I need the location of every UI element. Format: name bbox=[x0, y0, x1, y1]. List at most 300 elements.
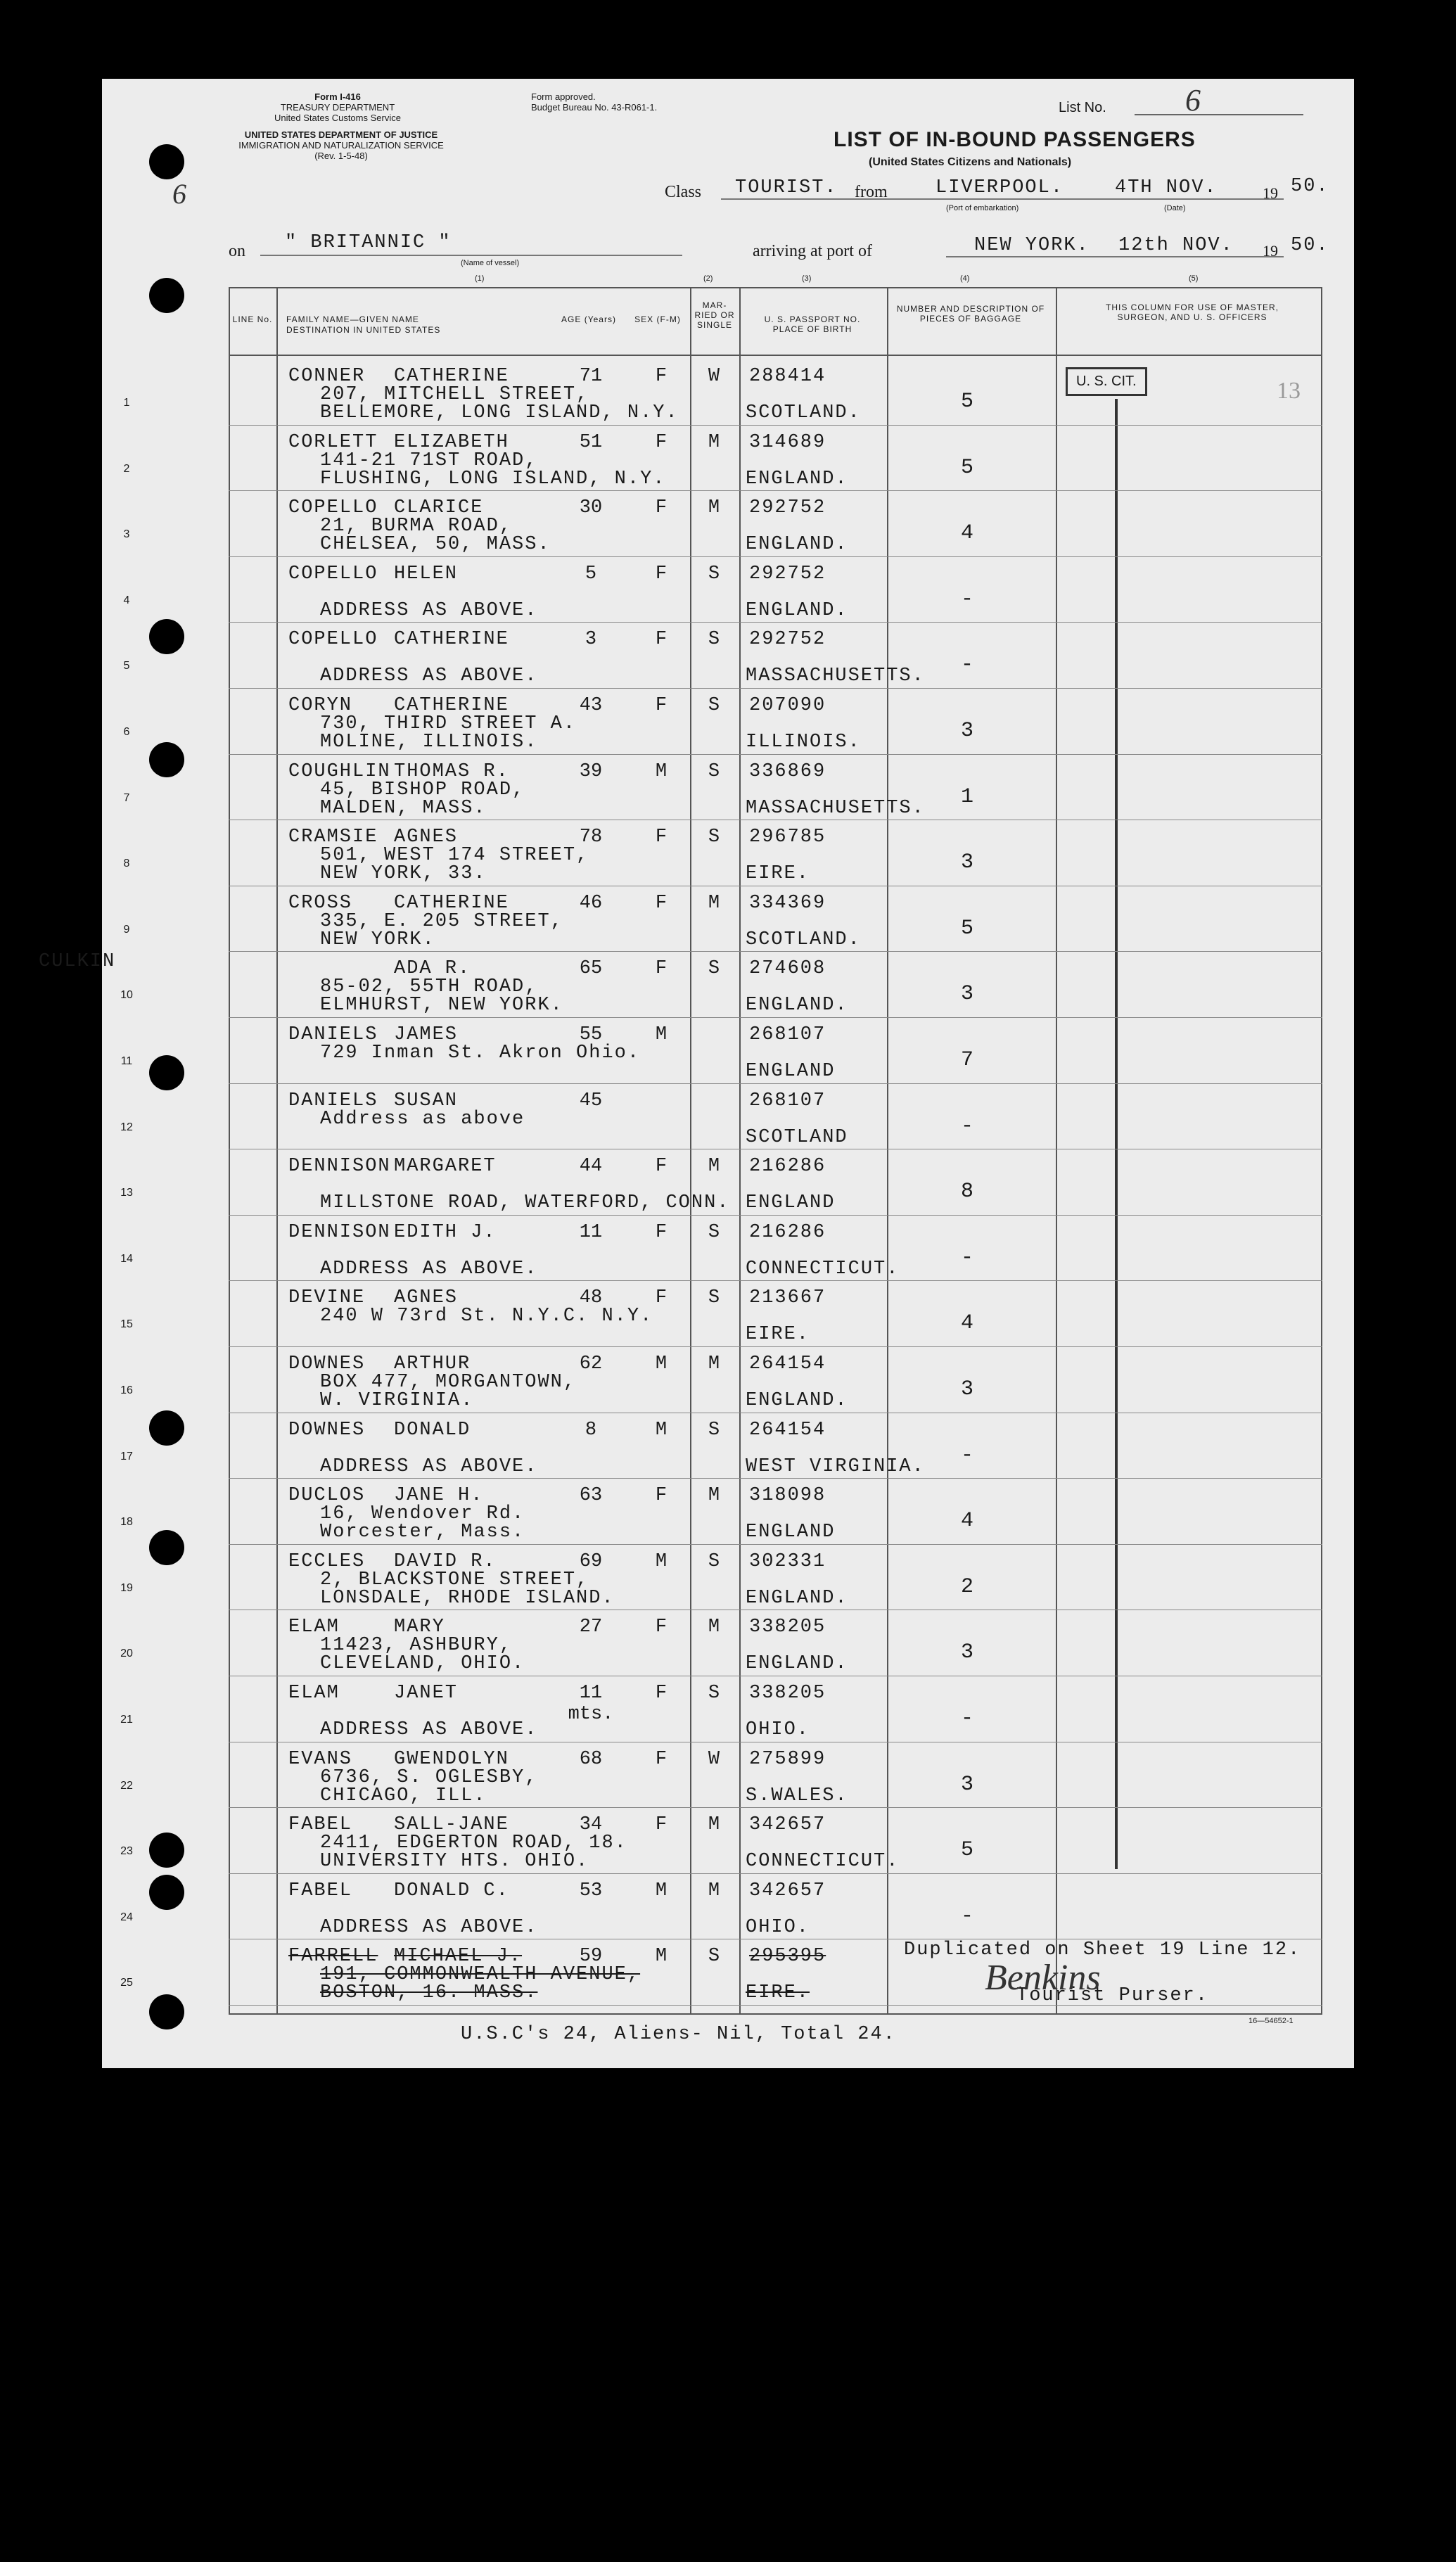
line-number: 6 bbox=[123, 726, 130, 738]
passport-number: 338205 bbox=[749, 1617, 826, 1638]
passport-number: 292752 bbox=[749, 563, 826, 585]
table-row bbox=[102, 691, 1354, 757]
passenger-age: 39 bbox=[579, 760, 603, 782]
address-line-2: Worcester, Mass. bbox=[320, 1522, 525, 1543]
table-row bbox=[102, 757, 1354, 823]
place-of-birth: SCOTLAND bbox=[746, 1126, 848, 1148]
table-row bbox=[102, 1086, 1354, 1152]
passenger-age: 55 bbox=[579, 1024, 603, 1045]
passenger-marital-status: M bbox=[708, 431, 720, 453]
table-row bbox=[102, 1612, 1354, 1678]
baggage-count: - bbox=[960, 653, 973, 677]
address-line-2: FLUSHING, LONG ISLAND, N.Y. bbox=[320, 468, 666, 490]
passenger-age: 48 bbox=[579, 1287, 603, 1309]
line-number: 4 bbox=[123, 594, 130, 606]
passenger-age: 11 bbox=[579, 1221, 603, 1243]
passenger-age: 30 bbox=[579, 497, 603, 519]
punch-hole bbox=[149, 1410, 184, 1446]
passenger-marital-status: M bbox=[708, 1485, 720, 1507]
passenger-sex: M bbox=[655, 1550, 668, 1572]
baggage-count: - bbox=[960, 1904, 973, 1928]
revision-label: (Rev. 1-5-48) bbox=[314, 151, 368, 161]
passenger-marital-status: S bbox=[708, 563, 720, 585]
margin-number: 6 bbox=[172, 178, 186, 210]
table-row bbox=[102, 1547, 1354, 1613]
baggage-count: 1 bbox=[960, 784, 973, 809]
address-line-1: BOX 477, MORGANTOWN, bbox=[320, 1372, 577, 1393]
passenger-marital-status: S bbox=[708, 1683, 720, 1704]
place-of-birth: ENGLAND. bbox=[746, 1587, 848, 1609]
header-sex: SEX (F-M) bbox=[634, 314, 681, 324]
baggage-count: 5 bbox=[960, 1838, 973, 1863]
address-line-1: 730, THIRD STREET A. bbox=[320, 713, 577, 734]
passport-number: 292752 bbox=[749, 629, 826, 651]
place-of-birth: EIRE. bbox=[746, 863, 810, 885]
passenger-given-name: EDITH J. bbox=[394, 1221, 497, 1243]
address-line-2: BOSTON, 16. MASS. bbox=[320, 1982, 538, 2004]
address-line-2: ADDRESS AS ABOVE. bbox=[320, 1455, 538, 1477]
address-line-2: ADDRESS AS ABOVE. bbox=[320, 1916, 538, 1938]
header-destination: DESTINATION IN UNITED STATES bbox=[286, 325, 441, 335]
baggage-count: - bbox=[960, 1707, 973, 1731]
passenger-family-name: CORYN bbox=[288, 695, 353, 716]
from-value: LIVERPOOL. bbox=[935, 177, 1064, 198]
passenger-family-name: ELAM bbox=[288, 1617, 340, 1638]
passenger-marital-status: W bbox=[708, 1748, 720, 1770]
form-code: 16—54652-1 bbox=[1249, 2017, 1294, 2025]
place-of-birth: WEST VIRGINIA. bbox=[746, 1455, 925, 1477]
punch-hole bbox=[149, 1530, 184, 1565]
passenger-family-name: DENNISON bbox=[288, 1221, 391, 1243]
address-line-1: 16, Wendover Rd. bbox=[320, 1503, 525, 1525]
passenger-family-name: COUGHLIN bbox=[288, 760, 391, 782]
passenger-age: 78 bbox=[579, 827, 603, 848]
punch-hole bbox=[149, 742, 184, 777]
row-divider bbox=[229, 622, 1322, 623]
passport-number: 342657 bbox=[749, 1814, 826, 1836]
address-line-2: ADDRESS AS ABOVE. bbox=[320, 599, 538, 621]
passenger-given-name: THOMAS R. bbox=[394, 760, 509, 782]
address-line-2: MOLINE, ILLINOIS. bbox=[320, 732, 538, 753]
address-line-1: 729 Inman St. Akron Ohio. bbox=[320, 1043, 641, 1064]
passenger-given-name: DONALD C. bbox=[394, 1880, 509, 1901]
departure-year: 50. bbox=[1291, 176, 1329, 197]
treasury-label: TREASURY DEPARTMENT bbox=[280, 102, 395, 113]
address-line-2: CHELSEA, 50, MASS. bbox=[320, 534, 551, 556]
passenger-given-name: JANET bbox=[394, 1683, 459, 1704]
purser-title: Tourist Purser. bbox=[1016, 1985, 1209, 2006]
passport-number: 216286 bbox=[749, 1221, 826, 1243]
passenger-sex: F bbox=[655, 629, 668, 651]
passenger-sex: M bbox=[655, 1946, 668, 1968]
place-of-birth: CONNECTICUT. bbox=[746, 1851, 900, 1873]
port-embark-label: (Port of embarkation) bbox=[946, 204, 1019, 212]
baggage-count: - bbox=[960, 1443, 973, 1467]
address-line-2: MALDEN, MASS. bbox=[320, 797, 487, 819]
address-line-2: BELLEMORE, LONG ISLAND, N.Y. bbox=[320, 402, 679, 423]
ins-label: IMMIGRATION AND NATURALIZATION SERVICE bbox=[238, 140, 444, 151]
line-number: 22 bbox=[120, 1779, 133, 1792]
passenger-given-name: SUSAN bbox=[394, 1090, 459, 1111]
baggage-count: 8 bbox=[960, 1180, 973, 1204]
baggage-count: - bbox=[960, 1245, 973, 1270]
page-subtitle: (United States Citizens and Nationals) bbox=[869, 156, 1072, 168]
passenger-sex: M bbox=[655, 1880, 668, 1901]
passenger-age: 27 bbox=[579, 1617, 603, 1638]
place-of-birth: CONNECTICUT. bbox=[746, 1258, 900, 1280]
form-approved-label: Form approved. bbox=[531, 91, 596, 102]
passenger-sex: M bbox=[655, 1353, 668, 1375]
passenger-sex: F bbox=[655, 892, 668, 914]
passport-number: 264154 bbox=[749, 1419, 826, 1441]
address-line-2: CLEVELAND, OHIO. bbox=[320, 1653, 525, 1675]
address-line-1: 335, E. 205 STREET, bbox=[320, 910, 563, 932]
passport-number: 213667 bbox=[749, 1287, 826, 1309]
passport-number: 207090 bbox=[749, 695, 826, 716]
passenger-family-name: DANIELS bbox=[288, 1024, 378, 1045]
col-number-5: (5) bbox=[1189, 274, 1199, 283]
passenger-sex: F bbox=[655, 431, 668, 453]
header-married: MAR-RIED OR SINGLE bbox=[694, 300, 735, 330]
table-row bbox=[102, 428, 1354, 494]
passenger-family-name: COPELLO bbox=[288, 563, 378, 585]
passenger-given-name: AGNES bbox=[394, 1287, 459, 1309]
arrival-port: NEW YORK. bbox=[974, 235, 1090, 256]
arriving-label: arriving at port of bbox=[753, 242, 872, 260]
header-line-no: LINE No. bbox=[232, 314, 273, 324]
line-number: 15 bbox=[120, 1318, 133, 1331]
totals: U.S.C's 24, Aliens- Nil, Total 24. bbox=[461, 2024, 896, 2045]
address-line-1: 191, COMMONWEALTH AVENUE, bbox=[320, 1964, 641, 1986]
line-number: 14 bbox=[120, 1252, 133, 1265]
passenger-marital-status: M bbox=[708, 497, 720, 519]
passenger-sex: F bbox=[655, 1617, 668, 1638]
punch-hole bbox=[149, 1055, 184, 1090]
passenger-age: 43 bbox=[579, 695, 603, 716]
passenger-family-name: COPELLO bbox=[288, 629, 378, 651]
passenger-age: 63 bbox=[579, 1485, 603, 1507]
table-row bbox=[102, 888, 1354, 955]
address-line-2: W. VIRGINIA. bbox=[320, 1390, 474, 1411]
passenger-sex: F bbox=[655, 1683, 668, 1704]
row-divider bbox=[229, 1873, 1322, 1874]
passport-number: 314689 bbox=[749, 431, 826, 453]
passport-number: 275899 bbox=[749, 1748, 826, 1770]
arrival-year: 50. bbox=[1291, 235, 1329, 256]
us-citizen-stamp: U. S. CIT. bbox=[1066, 367, 1147, 396]
line-number: 3 bbox=[123, 528, 130, 541]
place-of-birth: ENGLAND. bbox=[746, 1653, 848, 1675]
passenger-given-name: CATHERINE bbox=[394, 629, 509, 651]
line-number: 17 bbox=[120, 1450, 133, 1462]
address-line-2: ELMHURST, NEW YORK. bbox=[320, 995, 563, 1016]
address-line-2: MILLSTONE ROAD, WATERFORD, CONN. bbox=[320, 1192, 730, 1214]
address-line-1: 85-02, 55TH ROAD, bbox=[320, 976, 538, 998]
passenger-family-name: ECCLES bbox=[288, 1550, 366, 1572]
row-divider bbox=[229, 1346, 1322, 1347]
address-line-1: Address as above bbox=[320, 1108, 525, 1130]
passport-number: 288414 bbox=[749, 366, 826, 387]
passenger-family-name: DENNISON bbox=[288, 1156, 391, 1178]
passport-number: 296785 bbox=[749, 827, 826, 848]
line-number: 2 bbox=[123, 462, 130, 475]
place-of-birth: MASSACHUSETTS. bbox=[746, 665, 925, 687]
punch-hole bbox=[149, 1875, 184, 1910]
baggage-count: - bbox=[960, 1114, 973, 1138]
passenger-age: 3 bbox=[585, 629, 597, 651]
passenger-family-name: FABEL bbox=[288, 1814, 353, 1836]
table-row bbox=[102, 493, 1354, 559]
address-line-1: 2, BLACKSTONE STREET, bbox=[320, 1569, 589, 1591]
passenger-given-name: SALL-JANE bbox=[394, 1814, 509, 1836]
table-row bbox=[102, 1810, 1354, 1876]
table-row bbox=[102, 362, 1354, 428]
punch-hole bbox=[149, 144, 184, 179]
duplicate-note: Duplicated on Sheet 19 Line 12. bbox=[904, 1939, 1301, 1961]
table-row bbox=[102, 1218, 1354, 1284]
departure-year-prefix: 19 bbox=[1263, 184, 1278, 202]
budget-bureau-label: Budget Bureau No. 43-R061-1. bbox=[531, 102, 658, 113]
passport-number: 216286 bbox=[749, 1156, 826, 1178]
address-line-1: 207, MITCHELL STREET, bbox=[320, 384, 589, 405]
passenger-family-name: COPELLO bbox=[288, 497, 378, 519]
col-number-4: (4) bbox=[960, 274, 970, 283]
passenger-sex: F bbox=[655, 1485, 668, 1507]
header-baggage: NUMBER AND DESCRIPTION OF PIECES OF BAGGAGE bbox=[896, 304, 1045, 324]
from-label: from bbox=[855, 183, 888, 201]
passenger-family-name: DOWNES bbox=[288, 1353, 366, 1375]
place-of-birth: EIRE. bbox=[746, 1982, 810, 2004]
header-family-name: FAMILY NAME—GIVEN NAME bbox=[286, 314, 419, 324]
passport-number: 295395 bbox=[749, 1946, 826, 1968]
form-number: Form I-416 bbox=[314, 91, 361, 102]
passenger-sex: F bbox=[655, 1221, 668, 1243]
address-line-1: 2411, EDGERTON ROAD, 18. bbox=[320, 1833, 627, 1854]
row-divider bbox=[229, 688, 1322, 689]
passenger-given-name: CATHERINE bbox=[394, 892, 509, 914]
punch-hole bbox=[149, 278, 184, 313]
vessel-name: " BRITANNIC " bbox=[285, 232, 452, 253]
row-divider bbox=[229, 1478, 1322, 1479]
passenger-marital-status: M bbox=[708, 1617, 720, 1638]
line-number: 10 bbox=[120, 989, 133, 1002]
passenger-given-name: MARY bbox=[394, 1617, 445, 1638]
passenger-marital-status: M bbox=[708, 1814, 720, 1836]
passenger-marital-status: S bbox=[708, 1287, 720, 1309]
baggage-count: 3 bbox=[960, 1377, 973, 1401]
baggage-count: 3 bbox=[960, 850, 973, 875]
table-row bbox=[102, 1745, 1354, 1811]
passenger-age: 44 bbox=[579, 1156, 603, 1178]
passenger-marital-status: M bbox=[708, 1156, 720, 1178]
row-divider bbox=[229, 425, 1322, 426]
passport-number: 342657 bbox=[749, 1880, 826, 1901]
line-number: 5 bbox=[123, 660, 130, 673]
list-no: 6 bbox=[1185, 83, 1201, 117]
passenger-marital-status: S bbox=[708, 1419, 720, 1441]
address-line-2: ADDRESS AS ABOVE. bbox=[320, 1258, 538, 1280]
passenger-given-name: AGNES bbox=[394, 827, 459, 848]
stamp-count: 13 bbox=[1277, 378, 1301, 404]
place-of-birth: ENGLAND. bbox=[746, 468, 848, 490]
passenger-sex: F bbox=[655, 563, 668, 585]
baggage-count: 3 bbox=[960, 1640, 973, 1665]
address-line-2: ADDRESS AS ABOVE. bbox=[320, 1719, 538, 1740]
passenger-age: 69 bbox=[579, 1550, 603, 1572]
line-number: 18 bbox=[120, 1516, 133, 1529]
address-line-1: 141-21 71ST ROAD, bbox=[320, 450, 538, 471]
place-of-birth: S.WALES. bbox=[746, 1785, 848, 1806]
row-divider bbox=[229, 1807, 1322, 1808]
passenger-marital-status: S bbox=[708, 629, 720, 651]
department-label: UNITED STATES DEPARTMENT OF JUSTICE bbox=[244, 129, 438, 140]
line-number: 13 bbox=[120, 1187, 133, 1199]
passenger-sex: F bbox=[655, 1287, 668, 1309]
baggage-count: 5 bbox=[960, 916, 973, 941]
passenger-sex: M bbox=[655, 760, 668, 782]
passenger-sex: F bbox=[655, 1156, 668, 1178]
arrival-year-prefix: 19 bbox=[1263, 242, 1278, 260]
passenger-marital-status: M bbox=[708, 892, 720, 914]
passenger-given-name: CATHERINE bbox=[394, 366, 509, 387]
passenger-marital-status: S bbox=[708, 958, 720, 980]
table-row bbox=[102, 1283, 1354, 1349]
passenger-age: 68 bbox=[579, 1748, 603, 1770]
table-row bbox=[102, 1481, 1354, 1547]
line-number: 8 bbox=[123, 858, 130, 870]
passport-number: 338205 bbox=[749, 1683, 826, 1704]
punch-hole bbox=[149, 1994, 184, 2029]
address-line-2: CHICAGO, ILL. bbox=[320, 1785, 487, 1806]
line-number: 11 bbox=[120, 1055, 133, 1067]
table-row bbox=[102, 1020, 1354, 1086]
passenger-age: 5 bbox=[585, 563, 597, 585]
header-age: AGE (Years) bbox=[561, 314, 616, 324]
baggage-count: 3 bbox=[960, 982, 973, 1007]
row-divider bbox=[229, 951, 1322, 952]
address-line-2: NEW YORK. bbox=[320, 929, 435, 950]
header-officers: THIS COLUMN FOR USE OF MASTER, SURGEON, AND U. S. OFFICERS bbox=[1105, 302, 1279, 322]
passenger-given-name: DONALD bbox=[394, 1419, 471, 1441]
row-divider bbox=[229, 1215, 1322, 1216]
table-row bbox=[102, 1678, 1354, 1745]
table-row bbox=[102, 1152, 1354, 1218]
manifest-sheet bbox=[39, 79, 1354, 2068]
line-number: 19 bbox=[120, 1581, 133, 1594]
passenger-family-name: DANIELS bbox=[288, 1090, 378, 1111]
row-divider bbox=[229, 490, 1322, 491]
col-number-3: (3) bbox=[802, 274, 812, 283]
passenger-age: 71 bbox=[579, 366, 603, 387]
address-line-1: 45, BISHOP ROAD, bbox=[320, 779, 525, 801]
line-number: 1 bbox=[123, 397, 130, 409]
passenger-age: 62 bbox=[579, 1353, 603, 1375]
place-of-birth: ENGLAND bbox=[746, 1061, 836, 1082]
address-line-1: 6736, S. OGLESBY, bbox=[320, 1766, 538, 1788]
place-of-birth: SCOTLAND. bbox=[746, 929, 861, 950]
place-of-birth: ENGLAND. bbox=[746, 1390, 848, 1411]
list-no-label: List No. bbox=[1059, 100, 1106, 115]
passenger-marital-status: M bbox=[708, 1880, 720, 1901]
passport-number: 268107 bbox=[749, 1024, 826, 1045]
passenger-family-name: DEVINE bbox=[288, 1287, 366, 1309]
line-number: 7 bbox=[123, 791, 130, 804]
baggage-count: 4 bbox=[960, 1509, 973, 1534]
passenger-marital-status: S bbox=[708, 1550, 720, 1572]
side-note: CULKIN bbox=[39, 951, 116, 972]
date-label: (Date) bbox=[1164, 204, 1186, 212]
passenger-age: 53 bbox=[579, 1880, 603, 1901]
passport-number: 274608 bbox=[749, 958, 826, 980]
row-divider bbox=[229, 556, 1322, 557]
passenger-sex: F bbox=[655, 827, 668, 848]
passenger-marital-status: S bbox=[708, 827, 720, 848]
place-of-birth: ENGLAND bbox=[746, 1522, 836, 1543]
col-number-2: (2) bbox=[703, 274, 713, 283]
baggage-count: 5 bbox=[960, 455, 973, 480]
passenger-family-name: CONNER bbox=[288, 366, 366, 387]
passenger-age: 45 bbox=[579, 1090, 603, 1111]
table-row bbox=[102, 954, 1354, 1020]
place-of-birth: ILLINOIS. bbox=[746, 732, 861, 753]
passenger-family-name: DUCLOS bbox=[288, 1485, 366, 1507]
passenger-sex: F bbox=[655, 1814, 668, 1836]
punch-hole bbox=[149, 619, 184, 654]
customs-label: United States Customs Service bbox=[274, 113, 401, 123]
place-of-birth: OHIO. bbox=[746, 1916, 810, 1938]
purser-signature: Benkins bbox=[985, 1958, 1101, 1998]
passenger-given-name: CLARICE bbox=[394, 497, 484, 519]
address-line-2: LONSDALE, RHODE ISLAND. bbox=[320, 1587, 615, 1609]
place-of-birth: SCOTLAND. bbox=[746, 402, 861, 423]
row-divider bbox=[229, 754, 1322, 755]
baggage-count: 3 bbox=[960, 1772, 973, 1797]
place-of-birth: ENGLAND. bbox=[746, 995, 848, 1016]
baggage-count: 5 bbox=[960, 390, 973, 414]
row-divider bbox=[229, 1083, 1322, 1084]
line-number: 23 bbox=[120, 1845, 133, 1858]
class-value: TOURIST. bbox=[735, 177, 838, 198]
passport-number: 336869 bbox=[749, 760, 826, 782]
line-number: 16 bbox=[120, 1384, 133, 1396]
passenger-given-name: ADA R. bbox=[394, 958, 471, 980]
address-line-2: ADDRESS AS ABOVE. bbox=[320, 665, 538, 687]
passenger-marital-status: W bbox=[708, 366, 720, 387]
passenger-marital-status: M bbox=[708, 1353, 720, 1375]
baggage-count: 4 bbox=[960, 521, 973, 546]
passenger-given-name: ELIZABETH bbox=[394, 431, 509, 453]
passport-number: 268107 bbox=[749, 1090, 826, 1111]
col-number-1: (1) bbox=[475, 274, 485, 283]
header-passport: U. S. PASSPORT NO. PLACE OF BIRTH bbox=[764, 314, 861, 334]
arrival-date: 12th NOV. bbox=[1118, 235, 1234, 256]
passenger-marital-status: S bbox=[708, 1946, 720, 1968]
passenger-age: 46 bbox=[579, 892, 603, 914]
line-number: 21 bbox=[120, 1714, 133, 1726]
passenger-given-name: HELEN bbox=[394, 563, 459, 585]
passenger-family-name: FARRELL bbox=[288, 1946, 378, 1968]
passenger-sex: F bbox=[655, 695, 668, 716]
address-line-1: 501, WEST 174 STREET, bbox=[320, 845, 589, 867]
passenger-marital-status: S bbox=[708, 1221, 720, 1243]
passenger-given-name: JAMES bbox=[394, 1024, 459, 1045]
table-row bbox=[102, 1415, 1354, 1481]
passenger-age: 59 bbox=[579, 1946, 603, 1968]
vessel-label: (Name of vessel) bbox=[461, 259, 520, 267]
line-number: 24 bbox=[120, 1911, 133, 1923]
line-number: 20 bbox=[120, 1648, 133, 1660]
table-row bbox=[102, 625, 1354, 691]
